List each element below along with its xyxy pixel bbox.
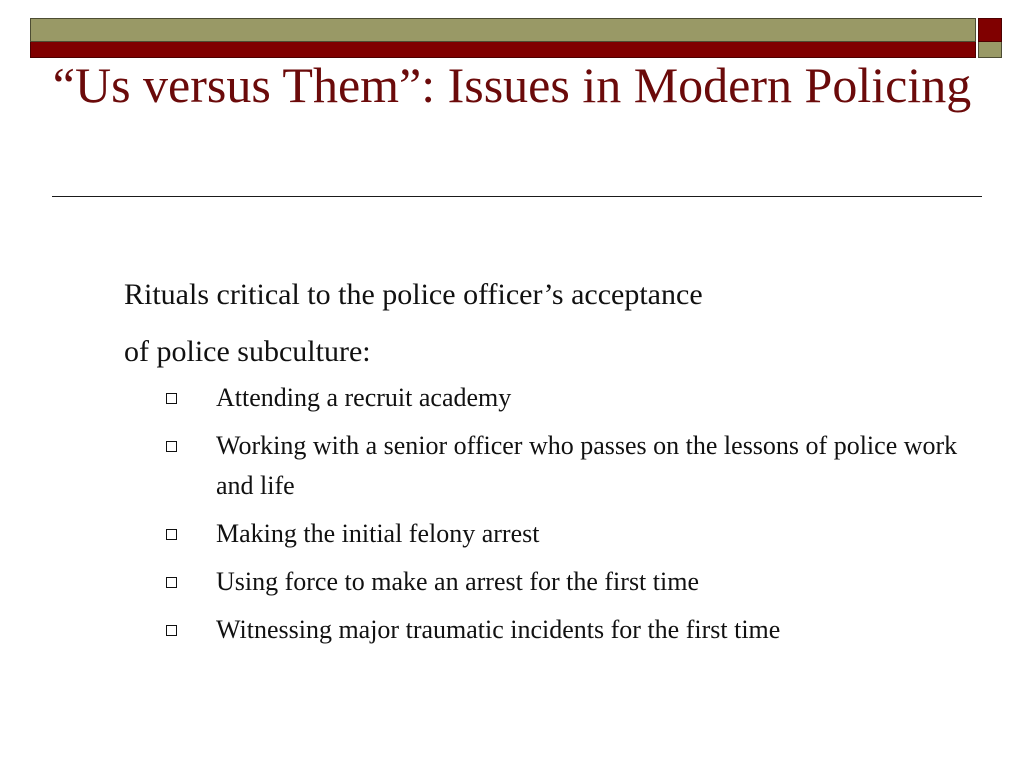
bullet-item: [166, 426, 986, 506]
hollow-square-bullet-icon: [166, 625, 177, 636]
bullet-item: [166, 378, 986, 418]
bullet-text: Using force to make an arrest for the first time: [216, 567, 699, 596]
intro-line-1: Rituals critical to the police officer’s acceptance: [124, 278, 703, 311]
bullet-item: [166, 610, 986, 650]
hollow-square-bullet-icon: [166, 529, 177, 540]
intro-line-2: of police subculture:: [124, 335, 371, 368]
bullet-text: Attending a recruit academy: [216, 383, 512, 412]
intro-text: [124, 266, 964, 380]
hollow-square-bullet-icon: [166, 441, 177, 452]
bullet-text: Making the initial felony arrest: [216, 519, 540, 548]
bullet-list: [166, 378, 986, 658]
bullet-item: [166, 514, 986, 554]
title-divider: [52, 196, 982, 197]
bullet-text: Working with a senior officer who passes on the lessons of police work and life: [216, 431, 958, 500]
bullet-item: [166, 562, 986, 602]
bullet-text: Witnessing major traumatic incidents for the first time: [216, 615, 781, 644]
header-maroon-square: [978, 18, 1002, 42]
slide-title: “Us versus Them”: Issues in Modern Policing: [52, 57, 972, 113]
hollow-square-bullet-icon: [166, 577, 177, 588]
hollow-square-bullet-icon: [166, 393, 177, 404]
header-olive-bar: [30, 18, 976, 42]
